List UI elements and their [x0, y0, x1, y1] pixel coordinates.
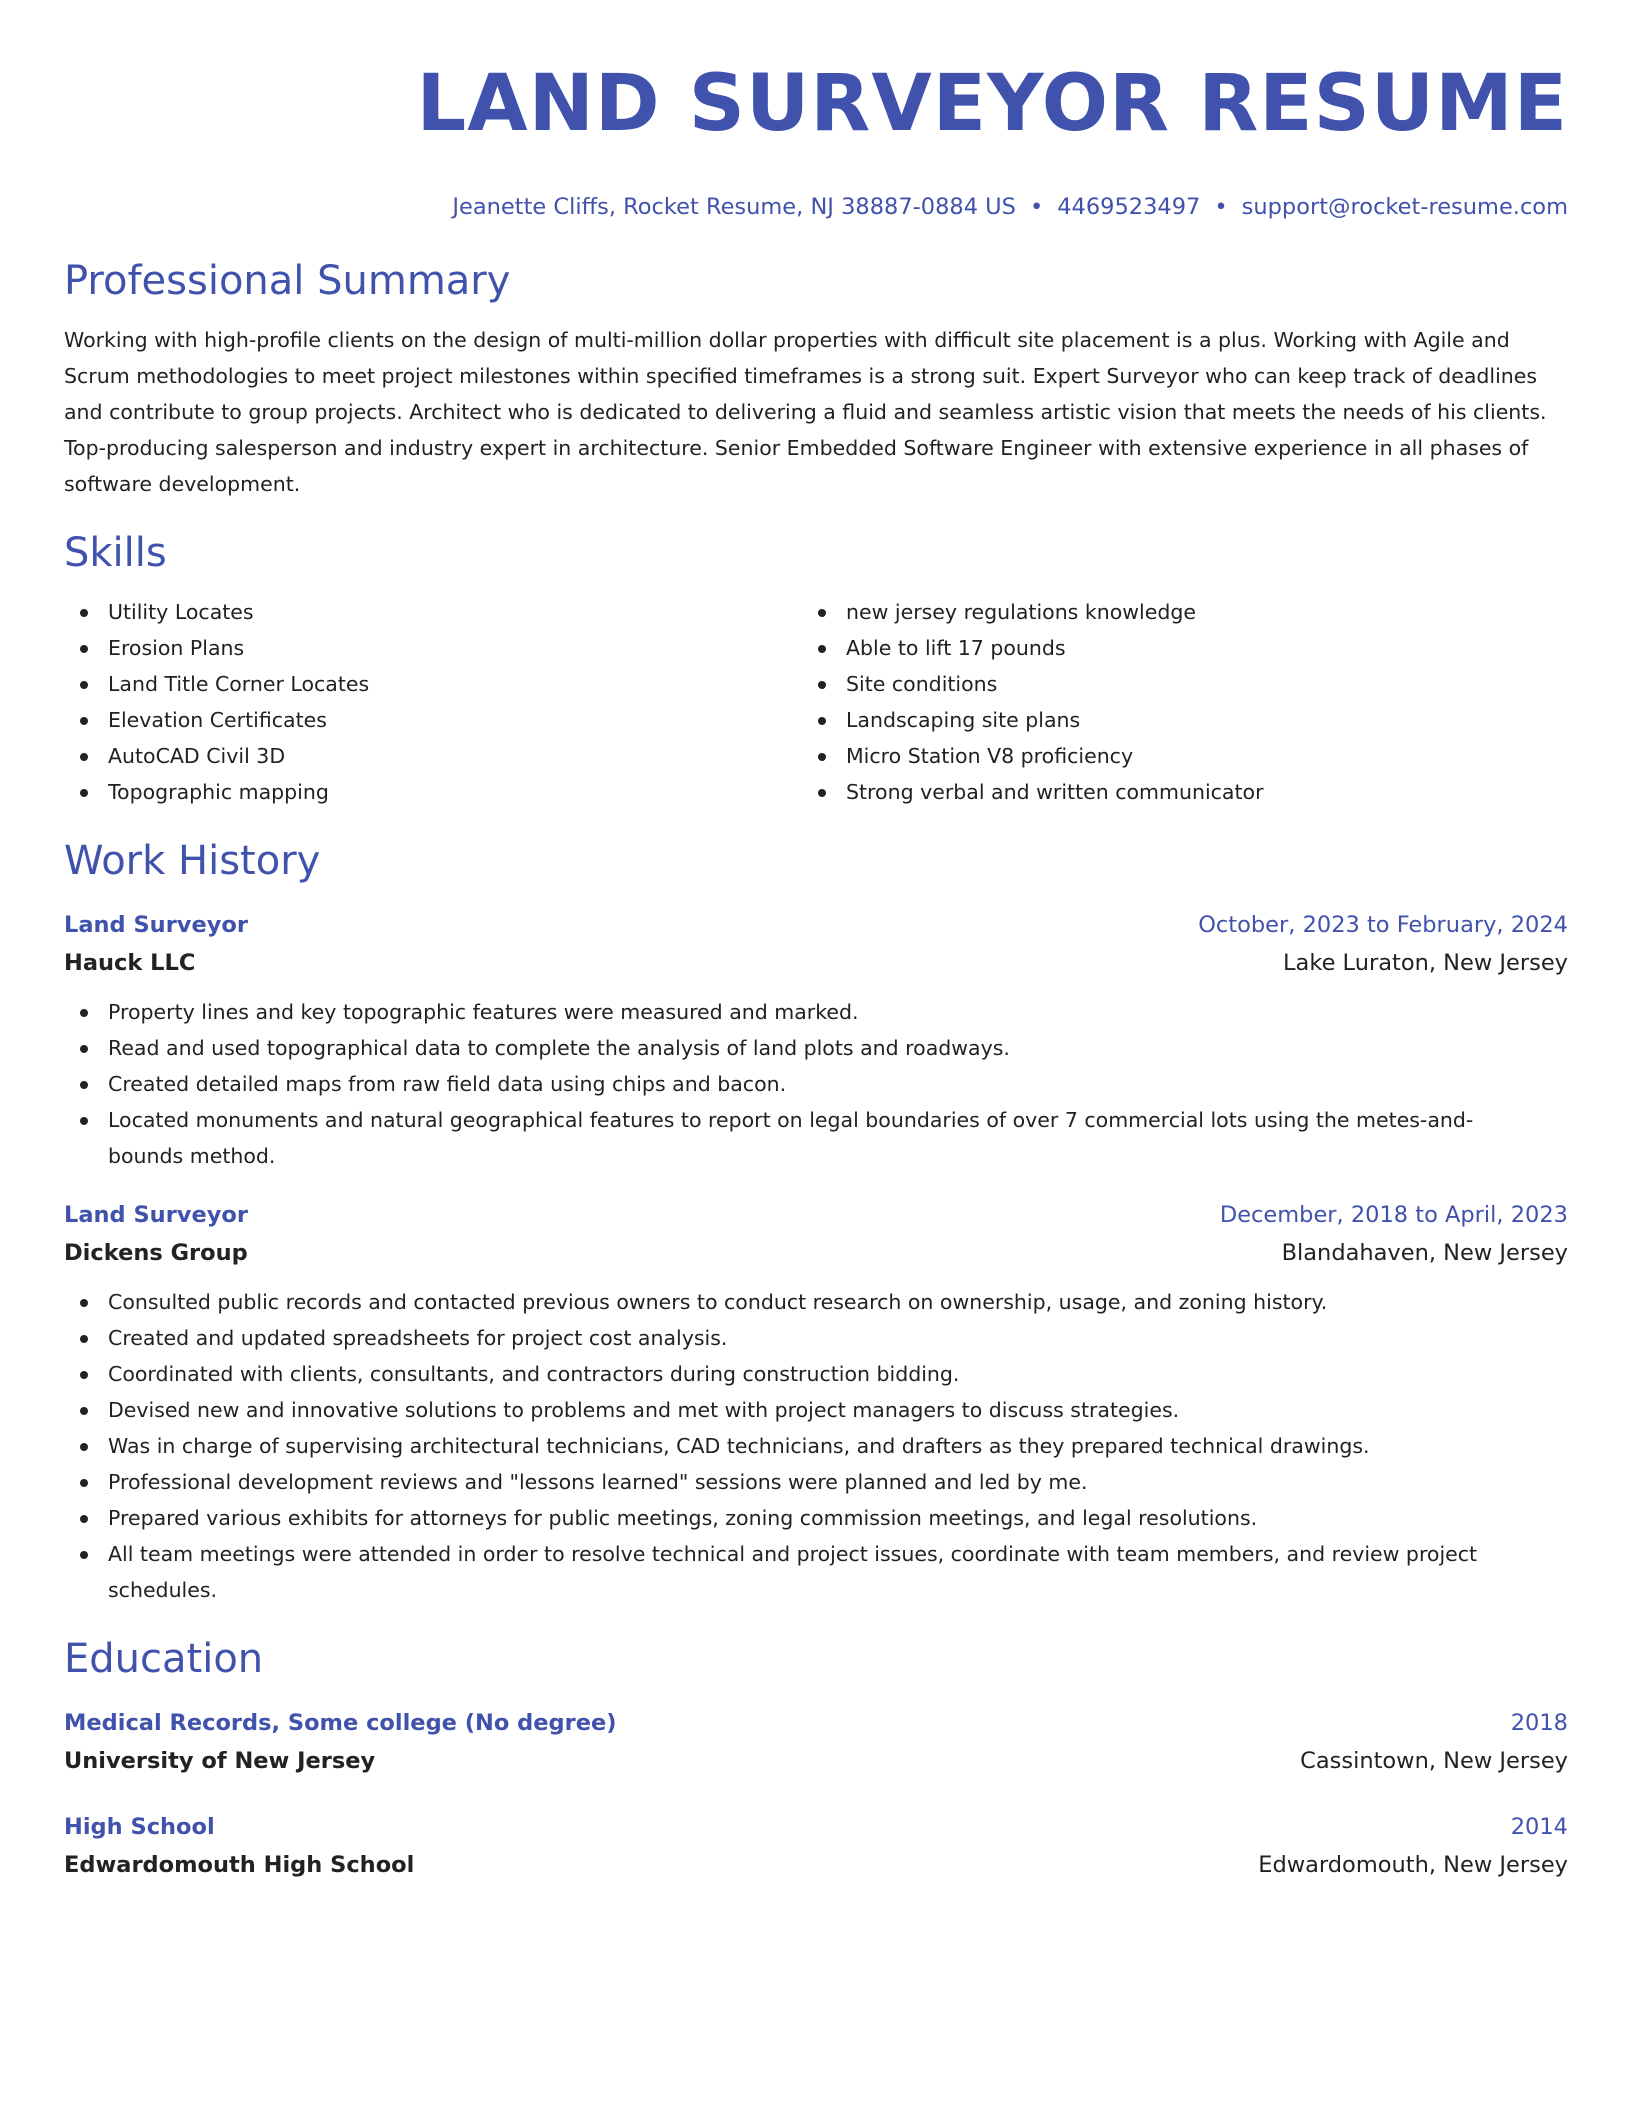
education-entry: [64, 1704, 1568, 1780]
skill-label: Elevation Certificates: [108, 708, 327, 732]
job-duty-text: All team meetings were attended in order to resolve technical and project issues, coordinate with team members, and review project schedules.: [108, 1542, 1478, 1602]
skill-label: Able to lift 17 pounds: [846, 636, 1066, 660]
skill-item: [64, 774, 802, 810]
bullet-icon: [818, 789, 826, 797]
job-location: Lake Luraton, New Jersey: [1283, 950, 1568, 976]
bullet-icon: [80, 1081, 88, 1089]
skills-grid: [64, 594, 1568, 810]
contact-phone: 4469523497: [1057, 194, 1201, 220]
skills-heading: Skills: [64, 530, 167, 576]
bullet-icon: [80, 1371, 88, 1379]
education-school-row: [64, 1742, 1568, 1780]
education-year: 2014: [1510, 1814, 1568, 1840]
summary-heading: Professional Summary: [64, 258, 511, 304]
bullet-icon: [80, 789, 88, 797]
bullet-icon: [818, 753, 826, 761]
bullet-icon: [80, 1009, 88, 1017]
bullet-icon: [80, 1479, 88, 1487]
bullet-icon: [80, 1515, 88, 1523]
job-company-row: [64, 944, 1568, 982]
work-history-heading: Work History: [64, 838, 321, 884]
contact-separator: •: [1029, 194, 1044, 220]
job-company-row: [64, 1234, 1568, 1272]
bullet-icon: [818, 681, 826, 689]
skills-column-right: [802, 594, 1540, 810]
job-duty-text: Consulted public records and contacted previous owners to conduct research on ownership, usage, and zoning history.: [108, 1290, 1328, 1314]
bullet-icon: [80, 681, 88, 689]
job-dates: December, 2018 to April, 2023: [1219, 1202, 1568, 1228]
job-entry: [64, 1196, 1568, 1608]
job-duty: [64, 1536, 1568, 1608]
job-duty: [64, 1284, 1568, 1320]
skills-column-left: [64, 594, 802, 810]
skill-label: Topographic mapping: [108, 780, 329, 804]
job-duty-text: Prepared various exhibits for attorneys for public meetings, zoning commission meetings, and legal resolutions.: [108, 1506, 1258, 1530]
bullet-icon: [80, 1407, 88, 1415]
bullet-icon: [818, 645, 826, 653]
bullet-icon: [80, 1045, 88, 1053]
bullet-icon: [818, 717, 826, 725]
skill-item: [802, 666, 1540, 702]
education-entry: [64, 1808, 1568, 1884]
education-location: Edwardomouth, New Jersey: [1258, 1852, 1568, 1878]
job-duty: [64, 1030, 1568, 1066]
education-degree: Medical Records, Some college (No degree): [64, 1710, 617, 1736]
education-header-row: [64, 1808, 1568, 1846]
education-school-row: [64, 1846, 1568, 1884]
skill-item: [64, 738, 802, 774]
bullet-icon: [80, 717, 88, 725]
skill-label: AutoCAD Civil 3D: [108, 744, 286, 768]
contact-address: Jeanette Cliffs, Rocket Resume, NJ 38887-0884 US: [452, 194, 1016, 220]
job-duty: [64, 1356, 1568, 1392]
skill-item: [802, 702, 1540, 738]
education-school: University of New Jersey: [64, 1748, 376, 1774]
skill-label: Utility Locates: [108, 600, 254, 624]
job-duty-text: Property lines and key topographic features were measured and marked.: [108, 1000, 859, 1024]
job-duty-text: Created detailed maps from raw field data using chips and bacon.: [108, 1072, 787, 1096]
job-company: Dickens Group: [64, 1240, 248, 1266]
job-duty-text: Created and updated spreadsheets for project cost analysis.: [108, 1326, 728, 1350]
job-title: Land Surveyor: [64, 912, 248, 938]
job-duty: [64, 1428, 1568, 1464]
job-duty-text: Read and used topographical data to complete the analysis of land plots and roadways.: [108, 1036, 1010, 1060]
job-duty-text: Professional development reviews and "lessons learned" sessions were planned and led by me.: [108, 1470, 1088, 1494]
job-title: Land Surveyor: [64, 1202, 248, 1228]
skill-label: Landscaping site plans: [846, 708, 1081, 732]
skill-item: [802, 738, 1540, 774]
skill-item: [802, 630, 1540, 666]
bullet-icon: [80, 645, 88, 653]
bullet-icon: [80, 1335, 88, 1343]
education-heading: Education: [64, 1636, 264, 1682]
education-year: 2018: [1510, 1710, 1568, 1736]
job-duties-list: [64, 1284, 1568, 1608]
job-duty: [64, 1392, 1568, 1428]
job-duty-text: Devised new and innovative solutions to problems and met with project managers to discuss strategies.: [108, 1398, 1180, 1422]
skill-item: [64, 666, 802, 702]
job-duties-list: [64, 994, 1568, 1174]
job-location: Blandahaven, New Jersey: [1281, 1240, 1568, 1266]
skill-item: [64, 594, 802, 630]
job-entry: [64, 906, 1568, 1174]
bullet-icon: [818, 609, 826, 617]
job-duty: [64, 1464, 1568, 1500]
skill-label: Erosion Plans: [108, 636, 245, 660]
skill-label: Site conditions: [846, 672, 998, 696]
skill-label: Micro Station V8 proficiency: [846, 744, 1134, 768]
skill-label: new jersey regulations knowledge: [846, 600, 1197, 624]
summary-text: Working with high-profile clients on the design of multi-million dollar properties with difficult site placement is a plus. Working with Agile and Scrum methodologies to meet project milestones within specified timeframes is a strong suit. Expert Surveyor who can keep track of deadlines and contribute to group projects. Architect who is dedicated to delivering a fluid and seamless artistic vision that meets the needs of his clients. Top-producing salesperson and industry expert in architecture. Senior Embedded Software Engineer with extensive experience in all phases of software development.: [64, 328, 1547, 496]
education-school: Edwardomouth High School: [64, 1852, 415, 1878]
bullet-icon: [80, 1299, 88, 1307]
skill-item: [802, 774, 1540, 810]
job-duty-text: Located monuments and natural geographical features to report on legal boundaries of over 7 commercial lots using the metes-and-bounds method.: [108, 1108, 1474, 1168]
job-duty-text: Was in charge of supervising architectural technicians, CAD technicians, and drafters as they prepared technical drawings.: [108, 1434, 1370, 1458]
job-duty: [64, 1066, 1568, 1102]
job-company: Hauck LLC: [64, 950, 196, 976]
skill-item: [64, 630, 802, 666]
job-duty: [64, 1320, 1568, 1356]
skill-item: [802, 594, 1540, 630]
education-header-row: [64, 1704, 1568, 1742]
bullet-icon: [80, 1443, 88, 1451]
skill-item: [64, 702, 802, 738]
skill-label: Land Title Corner Locates: [108, 672, 370, 696]
resume-title: LAND SURVEYOR RESUME: [416, 59, 1568, 149]
job-header-row: [64, 1196, 1568, 1234]
job-header-row: [64, 906, 1568, 944]
education-degree: High School: [64, 1814, 215, 1840]
skill-label: Strong verbal and written communicator: [846, 780, 1264, 804]
contact-separator: •: [1214, 194, 1228, 220]
contact-email[interactable]: support@rocket-resume.com: [1241, 194, 1568, 220]
job-duty: [64, 1500, 1568, 1536]
job-duty: [64, 1102, 1568, 1174]
bullet-icon: [80, 609, 88, 617]
education-location: Cassintown, New Jersey: [1300, 1748, 1568, 1774]
job-duty: [64, 994, 1568, 1030]
bullet-icon: [80, 753, 88, 761]
job-duty-text: Coordinated with clients, consultants, and contractors during construction bidding.: [108, 1362, 960, 1386]
job-dates: October, 2023 to February, 2024: [1198, 912, 1568, 938]
bullet-icon: [80, 1551, 88, 1559]
bullet-icon: [80, 1117, 88, 1125]
contact-line: [64, 192, 1568, 222]
